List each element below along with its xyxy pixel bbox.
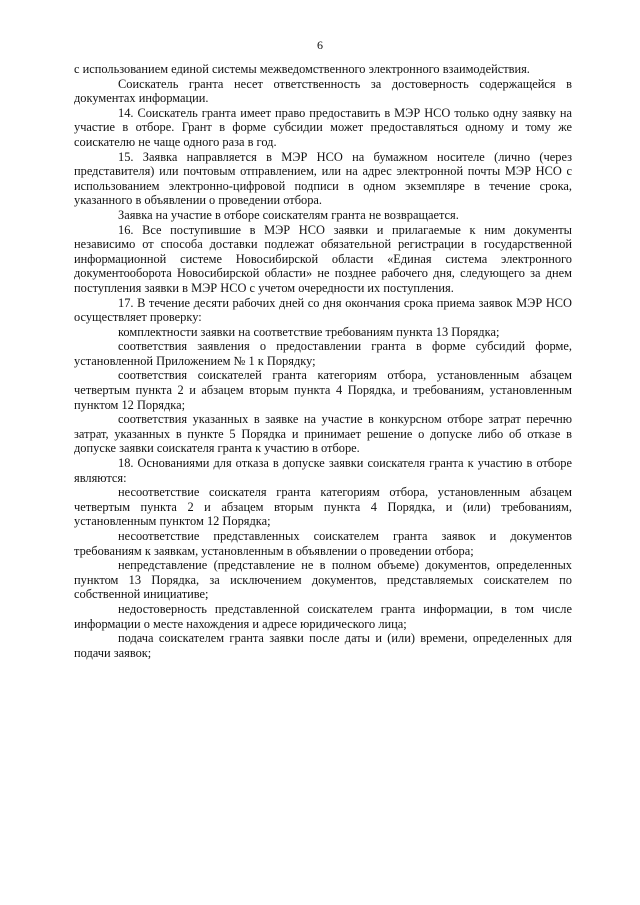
paragraph-refusal-requirements: несоответствие представленных соискателем гранта заявок и документов требованиям к заявкам, установленным в объявлении о проведении отбора; <box>74 529 572 558</box>
paragraph-item-18: 18. Основаниями для отказа в допуске заявки соискателя гранта к участию в отборе являются: <box>74 456 572 485</box>
page-number: 6 <box>317 38 323 52</box>
paragraph-check-completeness: комплектности заявки на соответствие требованиям пункта 13 Порядка; <box>118 324 500 339</box>
paragraph-continuation: с использованием единой системы межведомственного электронного взаимодействия. <box>74 62 530 76</box>
paragraph-item-15: 15. Заявка направляется в МЭР НСО на бумажном носителе (лично (через представителя) или почтовым отправлением, или на адрес электронной почты МЭР НСО с использованием электронно-цифровой подписи в одном экземпляре в течение срока, указанного в объявлении о проведении отбора. <box>74 149 572 208</box>
paragraph-refusal-unreliable-info: недостоверность представленной соискателем гранта информации, в том числе информации о месте нахождения и адресе юридического лица; <box>74 601 572 631</box>
paragraph-applicant-responsibility: Соискатель гранта несет ответственность за достоверность содержащейся в документах информации. <box>74 76 572 106</box>
paragraph-refusal-late-submission: подача соискателем гранта заявки после даты и (или) времени, определенных для подачи заявок; <box>74 631 572 660</box>
paragraph-check-application-form: соответствия заявления о предоставлении гранта в форме субсидий форме, установленной Приложением № 1 к Порядку; <box>74 339 572 368</box>
document-body <box>74 62 572 660</box>
paragraph-check-costs: соответствия указанных в заявке на участие в конкурсном отборе затрат перечню затрат, указанных в пункте 5 Порядка и принимает решение о допуске либо об отказе в допуске заявки соискателя гранта к участию в отборе. <box>74 412 572 456</box>
paragraph-item-17: 17. В течение десяти рабочих дней со дня окончания срока приема заявок МЭР НСО осуществляет проверку: <box>74 295 572 325</box>
paragraph-item-16: 16. Все поступившие в МЭР НСО заявки и прилагаемые к ним документы независимо от способа доставки подлежат обязательной регистрации в государственной информационной системе Новосибирской области «Единая система электронного документооборота Новосибирской области» не позднее рабочего дня, следующего за днем поступления заявки в МЭР НСО с учетом очередности их поступления. <box>74 222 572 295</box>
paragraph-refusal-categories: несоответствие соискателя гранта категориям отбора, установленным абзацем четвертым пункта 2 и абзацем вторым пункта 4 Порядка, и (или) требованиям, установленным пунктом 12 Порядка; <box>74 485 572 529</box>
paragraph-not-returned: Заявка на участие в отборе соискателям гранта не возвращается. <box>118 207 459 222</box>
paragraph-check-categories: соответствия соискателей гранта категориям отбора, установленным абзацем четвертым пункта 2 и абзацем вторым пункта 4 Порядка, и требованиям, установленным пунктом 12 Порядка; <box>74 368 572 412</box>
paragraph-refusal-missing-documents: непредставление (представление не в полном объеме) документов, определенных пунктом 13 Порядка, за исключением документов, представляемых соискателем по собственной инициативе; <box>74 558 572 602</box>
paragraph-item-14: 14. Соискатель гранта имеет право предоставить в МЭР НСО только одну заявку на участие в отборе. Грант в форме субсидии может предоставляться одному и тому же соискателю не чаще одного раза в год. <box>74 105 572 149</box>
